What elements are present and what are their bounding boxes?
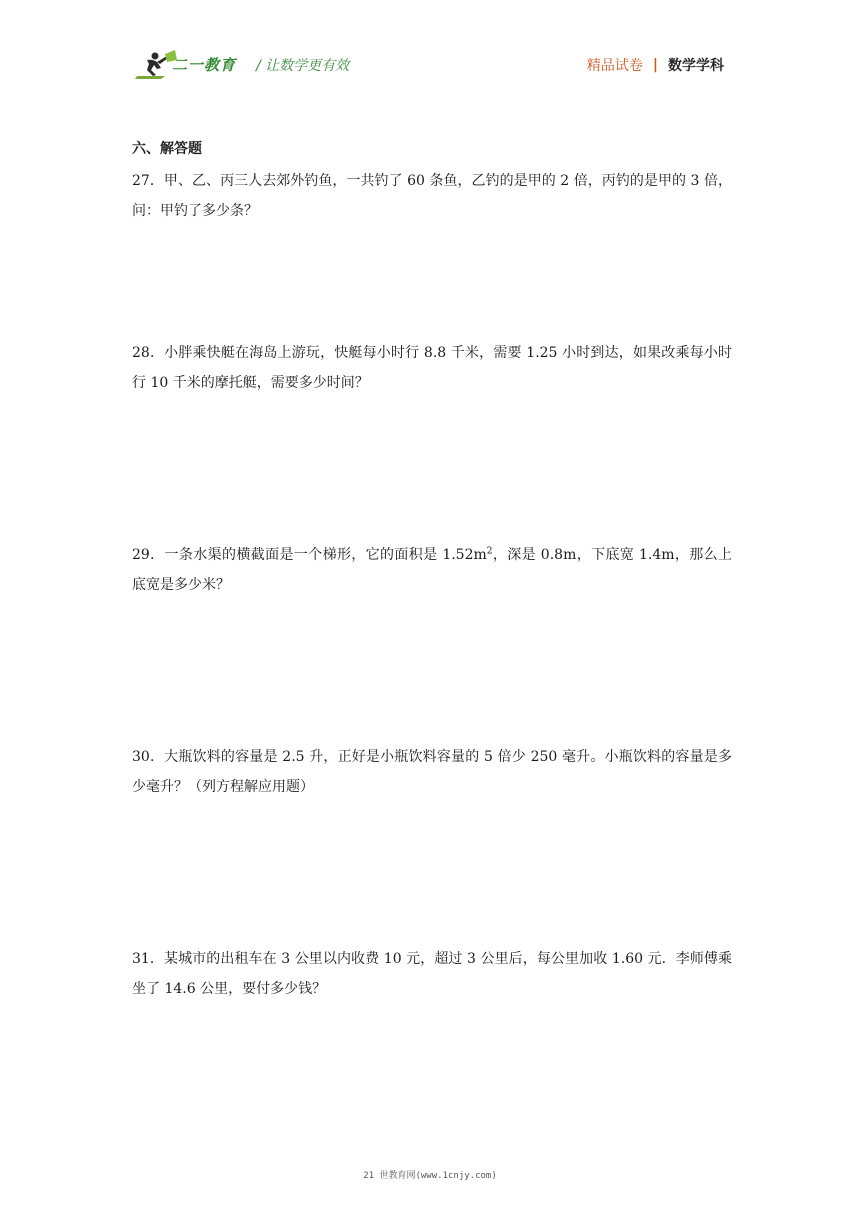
question-27: 27．甲、乙、丙三人去郊外钓鱼，一共钓了 60 条鱼，乙钓的是甲的 2 倍，丙钓的是甲的 3 倍，问：甲钓了多少条？: [132, 173, 732, 219]
brand-name: 二一教育: [172, 56, 237, 74]
brand-slogan: / 让数学更有效: [256, 58, 350, 74]
question-28: 28．小胖乘快艇在海岛上游玩，快艇每小时行 8.8 千米，需要 1.25 小时到达，如果改乘每小时行 10 千米的摩托艇，需要多少时间？: [132, 345, 732, 391]
tag-premium-paper: 精品试卷: [586, 58, 643, 74]
question-29-part-a: 29．一条水渠的横截面是一个梯形，它的面积是 1.52m: [132, 547, 487, 563]
header-tag: [587, 55, 724, 75]
question-31: 31．某城市的出租车在 3 公里以内收费 10 元，超过 3 公里后，每公里加收 1.60 元．李师傅乘坐了 14.6 公里，要付多少钱？: [132, 951, 732, 997]
page-content: [132, 138, 732, 1004]
question-30: 30．大瓶饮料的容量是 2.5 升，正好是小瓶饮料容量的 5 倍少 250 毫升。小瓶饮料的容量是多少毫升？（列方程解应用题）: [132, 749, 732, 795]
tag-separator: |: [652, 57, 658, 73]
square-superscript: 2: [486, 546, 493, 557]
page-footer: 21 世教育网(www.1cnjy.com): [363, 1171, 497, 1181]
question-29-part-b: ，深是 0.8m，下底宽 1.4m，那么上底宽是多少米？: [132, 547, 732, 593]
question-29: [132, 540, 732, 600]
section-title: 六、解答题: [132, 141, 202, 157]
tag-subject: 数学学科: [668, 58, 724, 74]
page-header: [0, 0, 860, 100]
